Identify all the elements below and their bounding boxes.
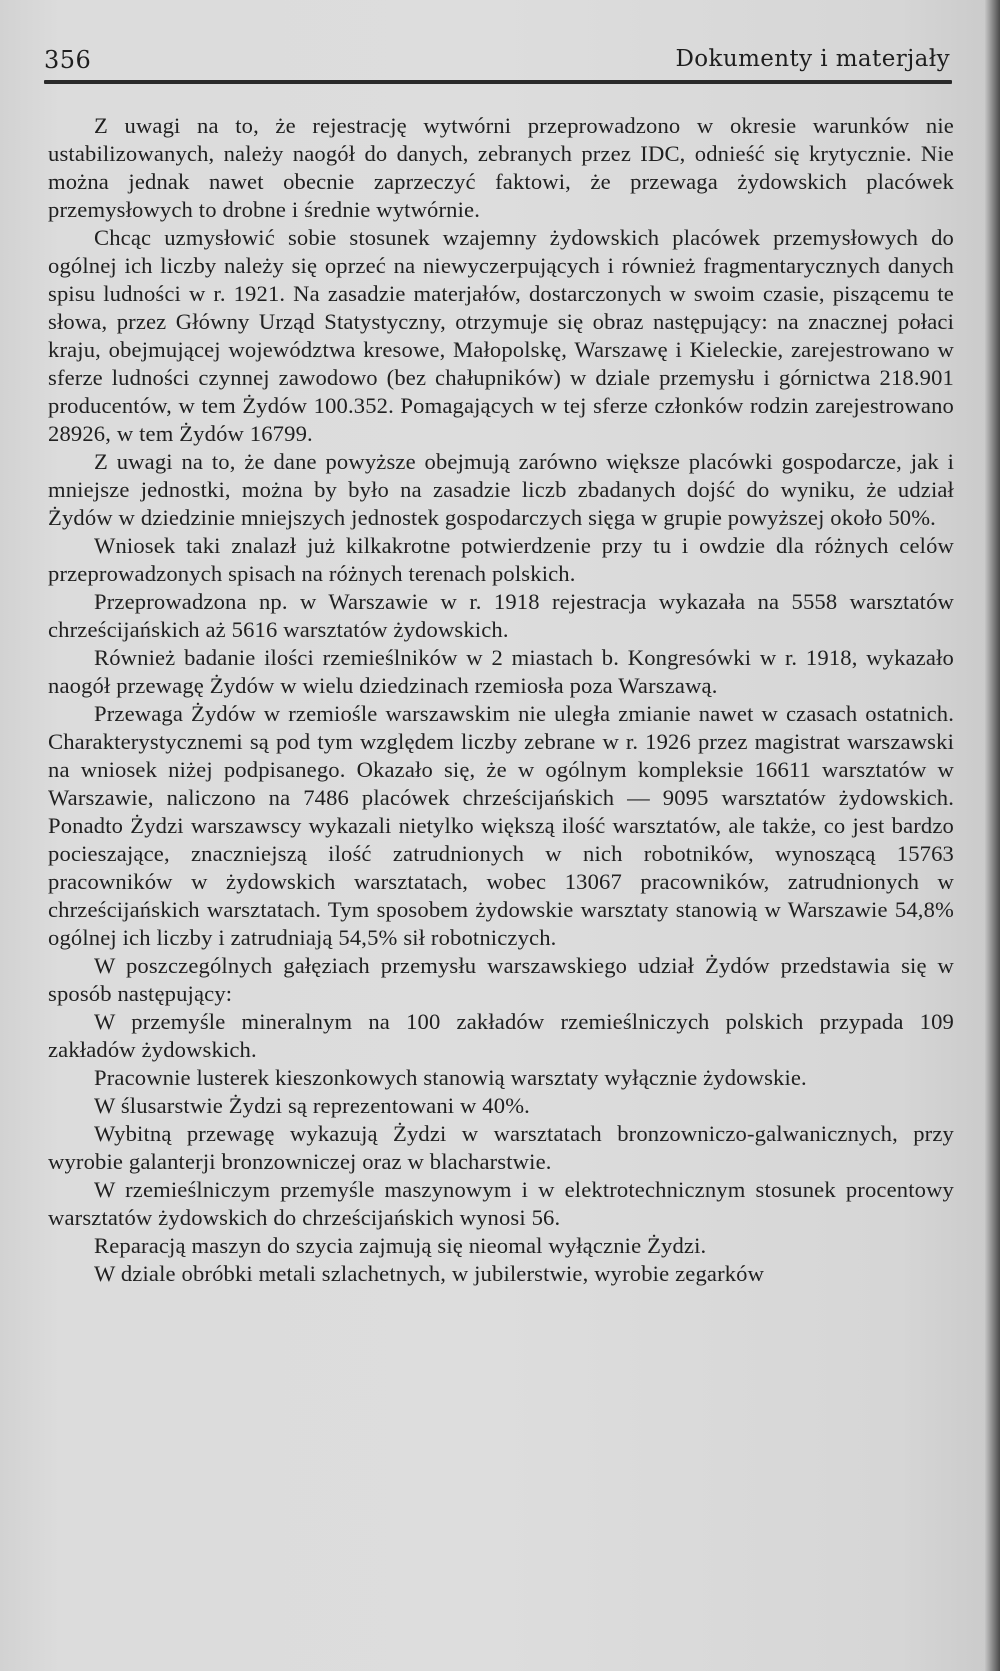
body-text	[48, 112, 954, 1288]
paragraph: Wybitną przewagę wykazują Żydzi w warsztatach bronzowniczo-galwanicznych, przy wyrobie galanterji bronzowniczej oraz w blacharstwie.	[48, 1121, 954, 1174]
paragraph: W dziale obróbki metali szlachetnych, w jubilerstwie, wyrobie zegarków	[94, 1261, 765, 1286]
paragraph: Reparacją maszyn do szycia zajmują się nieomal wyłącznie Żydzi.	[94, 1233, 707, 1258]
paragraph: Przeprowadzona np. w Warszawie w r. 1918 rejestracja wykazała na 5558 warsztatów chrześcijańskich aż 5616 warsztatów żydowskich.	[48, 589, 954, 642]
paragraph: Chcąc uzmysłowić sobie stosunek wzajemny żydowskich placówek przemysłowych do ogólnej ich liczby należy się oprzeć na niewyczerpujących i również fragmentarycznych danych spisu ludności w r. 1921. Na zasadzie materjałów, dostarczonych w swoim czasie, piszącemu te słowa, przez Główny Urząd Statystyczny, otrzymuje się obraz następujący: na znacznej połaci kraju, obejmującej województwa kresowe, Małopolskę, Warszawę i Kieleckie, zarejestrowano w sferze ludności czynnej zawodowo (bez chałupników) w dziale przemysłu i górnictwa 218.901 producentów, w tem Żydów 100.352. Pomagających w tej sferze członków rodzin zarejestrowano 28926, w tem Żydów 16799.	[48, 225, 954, 446]
paragraph: Wniosek taki znalazł już kilkakrotne potwierdzenie przy tu i owdzie dla różnych celów przeprowadzonych spisach na różnych terenach polskich.	[48, 533, 954, 586]
paragraph: Przewaga Żydów w rzemiośle warszawskim nie uległa zmianie nawet w czasach ostatnich. Charakterystycznemi są pod tym względem liczby zebrane w r. 1926 przez magistrat warszawski na wniosek niżej podpisanego. Okazało się, że w ogólnym kompleksie 16611 warsztatów w Warszawie, naliczono na 7486 placówek chrześcijańskich — 9095 warsztatów żydowskich. Ponadto Żydzi warszawscy wykazali nietylko większą ilość warsztatów, ale także, co jest bardzo pocieszające, znaczniejszą ilość zatrudnionych w nich robotników, wynoszącą 15763 pracowników w żydowskich warsztatach, wobec 13067 pracowników, zatrudnionych w chrześcijańskich warsztatach. Tym sposobem żydowskie warsztaty stanowią w Warszawie 54,8% ogólnej ich liczby i zatrudniają 54,5% sił robotniczych.	[48, 701, 954, 950]
paragraph: Pracownie lusterek kieszonkowych stanowią warsztaty wyłącznie żydowskie.	[94, 1065, 807, 1090]
paragraph: Z uwagi na to, że rejestrację wytwórni przeprowadzono w okresie warunków nie ustabilizowanych, należy naogół do danych, zebranych przez IDC, odnieść się krytycznie. Nie można jednak nawet obecnie zaprzeczyć faktowi, że przewaga żydowskich placówek przemysłowych to drobne i średnie wytwórnie.	[48, 113, 954, 222]
page-number: 356	[44, 46, 92, 74]
running-title: Dokumenty i materjały	[675, 46, 950, 72]
page-edge-shadow	[984, 0, 1000, 1671]
page-header	[44, 44, 950, 80]
paragraph: Również badanie ilości rzemieślników w 2 miastach b. Kongresówki w r. 1918, wykazało naogół przewagę Żydów w wielu dziedzinach rzemiosła poza Warszawą.	[48, 645, 954, 698]
header-rule	[44, 80, 952, 84]
paragraph: W poszczególnych gałęziach przemysłu warszawskiego udział Żydów przedstawia się w sposób następujący:	[48, 953, 954, 1006]
paragraph: W przemyśle mineralnym na 100 zakładów rzemieślniczych polskich przypada 109 zakładów żydowskich.	[48, 1009, 954, 1062]
paragraph: Z uwagi na to, że dane powyższe obejmują zarówno większe placówki gospodarcze, jak i mniejsze jednostki, można by było na zasadzie liczb zbadanych dojść do wyniku, że udział Żydów w dziedzinie mniejszych jednostek gospodarczych sięga w grupie powyższej około 50%.	[48, 449, 954, 530]
paragraph: W ślusarstwie Żydzi są reprezentowani w 40%.	[94, 1093, 530, 1118]
paragraph: W rzemieślniczym przemyśle maszynowym i w elektrotechnicznym stosunek procentowy warsztatów żydowskich do chrześcijańskich wynosi 56.	[48, 1177, 954, 1230]
